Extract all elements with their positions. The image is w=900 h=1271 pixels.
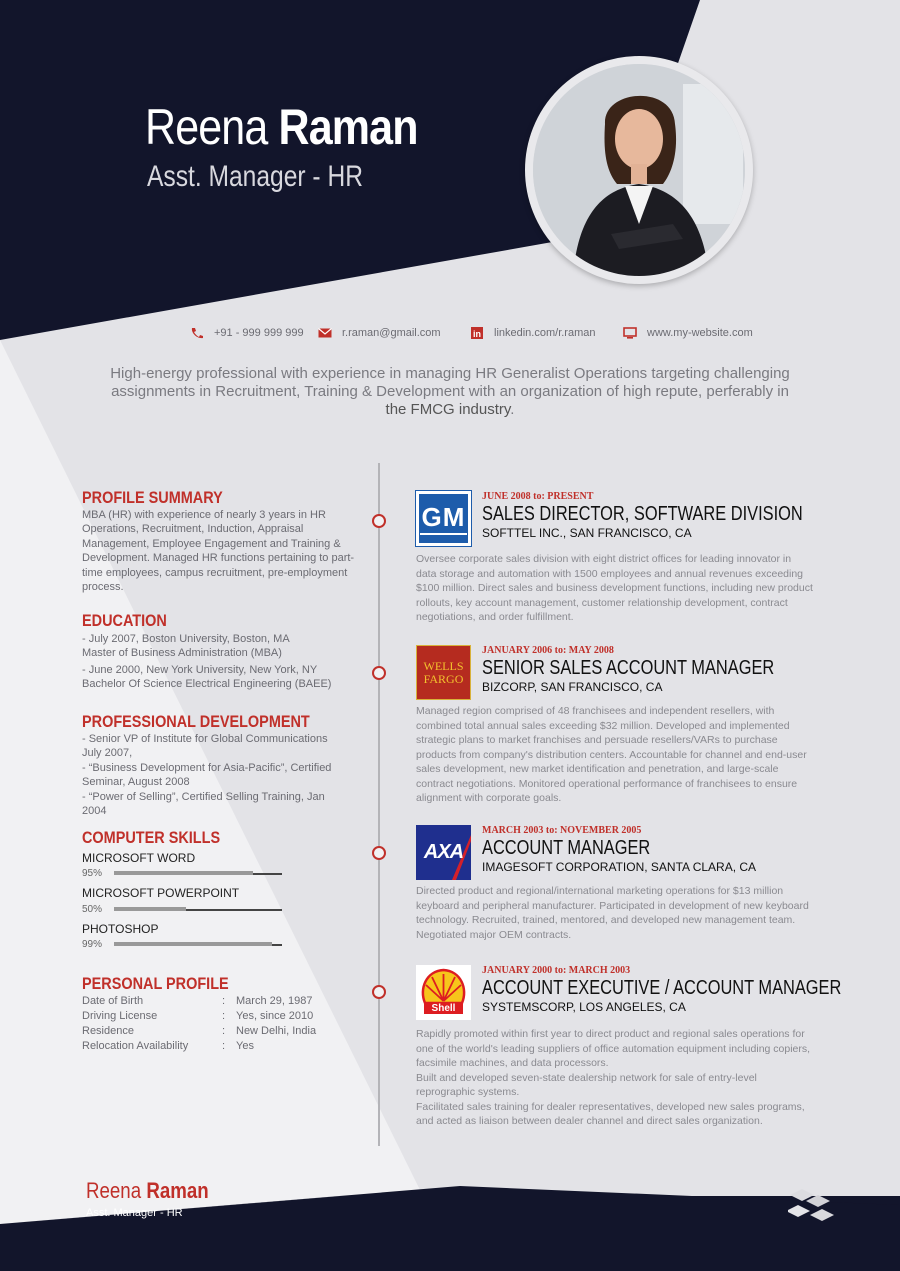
job-title: SALES DIRECTOR, SOFTWARE DIVISION bbox=[482, 503, 803, 525]
header-name bbox=[145, 98, 418, 156]
job-description-line: Facilitated sales training for dealer representatives, developed new sales programs, and acted as liaison between dealer channel and direct sales organization. bbox=[416, 1100, 805, 1127]
contact-email-text[interactable]: r.raman@gmail.com bbox=[342, 327, 441, 339]
contact-phone bbox=[190, 327, 304, 339]
profile-summary-section bbox=[82, 488, 357, 595]
computer-skills-heading: COMPUTER SKILLS bbox=[82, 828, 221, 847]
job-description: Oversee corporate sales division with eight district offices for leading innovator in data storage and automation with 1500 employees and annual revenues exceeding $100 million. Direct sales and business development functions, including new product rollouts, key account management, customer relationship development, contract negotiations, and order fulfillment. bbox=[416, 553, 813, 623]
timeline-dot-icon bbox=[372, 514, 386, 528]
contact-linkedin-text[interactable]: linkedin.com/r.raman bbox=[494, 327, 596, 339]
pp-key: Date of Birth bbox=[82, 994, 144, 1007]
job-company: IMAGESOFT CORPORATION, SANTA CLARA, CA bbox=[482, 860, 757, 874]
monitor-icon bbox=[623, 327, 637, 339]
professional-development-heading: PROFESSIONAL DEVELOPMENT bbox=[82, 712, 310, 731]
person-photo-icon bbox=[533, 64, 745, 276]
skill-item bbox=[82, 922, 357, 953]
header-role: Asst. Manager - HR bbox=[147, 160, 364, 193]
timeline-dot-icon bbox=[372, 666, 386, 680]
job-date: JUNE 2008 to: PRESENT bbox=[482, 491, 594, 502]
timeline-dot-icon bbox=[372, 985, 386, 999]
job-entry bbox=[416, 491, 816, 626]
education-heading: EDUCATION bbox=[82, 611, 167, 630]
education-item bbox=[82, 632, 357, 661]
skill-bar-fill bbox=[114, 871, 253, 875]
skill-bar-fill bbox=[114, 907, 186, 911]
pd-item: - Senior VP of Institute for Global Communications July 2007, bbox=[82, 732, 328, 759]
axa-logo-icon bbox=[416, 825, 471, 880]
job-title: SENIOR SALES ACCOUNT MANAGER bbox=[482, 657, 775, 679]
job-description-line: Built and developed seven-state dealership network for sale of entry-level reprographic systems. bbox=[416, 1071, 757, 1098]
skill-name: MICROSOFT WORD bbox=[82, 850, 196, 865]
skill-item bbox=[82, 886, 357, 917]
job-entry bbox=[416, 965, 842, 1130]
career-summary-highlight: the FMCG industry bbox=[385, 401, 511, 418]
education-item-line2: Master of Business Administration (MBA) bbox=[82, 647, 282, 659]
education-section bbox=[82, 611, 357, 692]
axa-logo-text: AXA bbox=[423, 841, 464, 863]
contact-website bbox=[623, 327, 753, 339]
job-date: MARCH 2003 to: NOVEMBER 2005 bbox=[482, 825, 642, 836]
pp-colon: : bbox=[222, 994, 226, 1007]
header-last-name: Raman bbox=[278, 99, 418, 155]
personal-profile-section bbox=[82, 974, 357, 1054]
skill-percent: 95% bbox=[82, 868, 103, 879]
job-date: JANUARY 2006 to: MAY 2008 bbox=[482, 645, 614, 656]
job-entry bbox=[416, 825, 816, 945]
job-company: BIZCORP, SAN FRANCISCO, CA bbox=[482, 680, 663, 694]
skill-bar-fill bbox=[114, 942, 272, 946]
personal-profile-row bbox=[82, 994, 357, 1009]
email-icon bbox=[318, 327, 332, 339]
personal-profile-row bbox=[82, 1009, 357, 1024]
skill-bar-track bbox=[114, 873, 282, 875]
footer-name bbox=[86, 1178, 209, 1204]
shell-logo-text: Shell bbox=[431, 1003, 456, 1014]
pp-colon: : bbox=[222, 1009, 226, 1022]
footer-last-name: Raman bbox=[146, 1178, 209, 1203]
personal-profile-heading: PERSONAL PROFILE bbox=[82, 974, 229, 993]
job-description-line: Rapidly promoted within first year to direct product and regional sales operations for one of the world's leading suppliers of office automation equipment including copiers, facsimile machines, and data processors. bbox=[416, 1028, 811, 1069]
footer-role: Asst. Manager - HR bbox=[86, 1207, 183, 1219]
job-company: SYSTEMSCORP, LOS ANGELES, CA bbox=[482, 1000, 686, 1014]
contact-email bbox=[318, 327, 441, 339]
skill-bar-track bbox=[114, 909, 282, 911]
decorative-cubes-icon bbox=[788, 1189, 842, 1227]
computer-skills-section bbox=[82, 828, 357, 952]
job-description: Directed product and regional/international marketing operations for $13 million keyboard and peripheral manufacturer. Participated in development of new keyboard technology. Recruited, trained, mentored, and developed new management team. Negotiated major OEM contracts. bbox=[416, 885, 809, 941]
pp-value: New Delhi, India bbox=[236, 1024, 317, 1037]
skills-list bbox=[82, 851, 357, 953]
wells-fargo-logo-icon bbox=[416, 645, 471, 700]
skill-name: PHOTOSHOP bbox=[82, 921, 159, 936]
header-first-name: Reena bbox=[145, 99, 268, 155]
job-company: SOFTTEL INC., SAN FRANCISCO, CA bbox=[482, 526, 692, 540]
job-entry bbox=[416, 645, 816, 810]
gm-logo-text: GM bbox=[421, 502, 466, 532]
career-summary bbox=[100, 365, 800, 419]
profile-summary-heading: PROFILE SUMMARY bbox=[82, 488, 223, 507]
skill-name: MICROSOFT POWERPOINT bbox=[82, 886, 240, 900]
job-description: Managed region comprised of 48 franchisees and independent resellers, with combined total annual sales exceeding $32 million. Developed and implemented strategic plans to market franchises and persuade resellers/VARs to purchase products from company's distribution centers. Accountable for channel and end-user sales development, new market identification and penetration, and large-scale contract negotiations. Monitored operational performance of franchisees to ensure alignment with corporate goals. bbox=[416, 705, 807, 804]
profile-summary-text: MBA (HR) with experience of nearly 3 years in HR Operations, Recruitment, Induction, Appraisal Management, Employee Engagement and Training & Development. Managed HR functions pertaining to part-time employees, campus recruitment, pre-employment process. bbox=[82, 508, 355, 593]
education-item-line1: - July 2007, Boston University, Boston, MA bbox=[82, 632, 290, 645]
education-item bbox=[82, 663, 357, 692]
pp-colon: : bbox=[222, 1024, 226, 1037]
skill-bar-row bbox=[82, 901, 357, 917]
shell-logo-icon bbox=[416, 965, 471, 1020]
skill-item bbox=[82, 851, 357, 882]
pp-value: Yes, since 2010 bbox=[236, 1009, 314, 1022]
pp-key: Relocation Availability bbox=[82, 1039, 189, 1052]
skill-percent: 50% bbox=[82, 903, 103, 915]
pd-item: - “Business Development for Asia-Pacific”, Certified Seminar, August 2008 bbox=[82, 761, 332, 788]
skill-bar-track bbox=[114, 944, 282, 946]
skill-bar-row bbox=[82, 865, 357, 881]
profile-photo bbox=[525, 56, 753, 284]
wells-fargo-logo-line1: WELLS bbox=[423, 658, 464, 673]
pp-key: Residence bbox=[82, 1024, 134, 1037]
timeline-line bbox=[378, 463, 380, 1146]
skill-percent: 99% bbox=[82, 939, 103, 950]
job-date: JANUARY 2000 to: MARCH 2003 bbox=[482, 965, 631, 976]
career-summary-text: High-energy professional with experience in managing HR Generalist Operations targeting challenging assignments in Recruitment, Training & Development with an organization of high repute, perferably in bbox=[110, 365, 790, 400]
pp-value: Yes bbox=[236, 1039, 254, 1052]
career-summary-end: . bbox=[510, 401, 515, 418]
wells-fargo-logo-line2: FARGO bbox=[423, 671, 464, 686]
svg-text:in: in bbox=[473, 329, 481, 339]
skill-bar-row bbox=[82, 936, 357, 952]
personal-profile-row bbox=[82, 1039, 357, 1054]
contact-phone-text: +91 - 999 999 999 bbox=[214, 327, 304, 339]
footer-first-name: Reena bbox=[86, 1178, 142, 1203]
contact-linkedin bbox=[470, 327, 596, 339]
gm-logo-icon bbox=[416, 491, 471, 546]
timeline-dot-icon bbox=[372, 846, 386, 860]
job-title: ACCOUNT MANAGER bbox=[482, 837, 651, 859]
linkedin-icon bbox=[470, 327, 484, 339]
pp-value: March 29, 1987 bbox=[236, 994, 313, 1007]
personal-profile-row bbox=[82, 1024, 357, 1039]
job-title: ACCOUNT EXECUTIVE / ACCOUNT MANAGER bbox=[482, 977, 842, 999]
education-item-line2: Bachelor Of Science Electrical Engineering (BAEE) bbox=[82, 678, 332, 690]
phone-icon bbox=[190, 327, 204, 339]
pd-item: - “Power of Selling”, Certified Selling Training, Jan 2004 bbox=[82, 790, 325, 817]
education-item-line1: - June 2000, New York University, New York, NY bbox=[82, 663, 318, 676]
pp-colon: : bbox=[222, 1039, 226, 1052]
professional-development-section bbox=[82, 712, 347, 819]
contact-website-text[interactable]: www.my-website.com bbox=[647, 327, 753, 339]
pp-key: Driving License bbox=[82, 1009, 158, 1022]
job-description bbox=[416, 1027, 814, 1129]
